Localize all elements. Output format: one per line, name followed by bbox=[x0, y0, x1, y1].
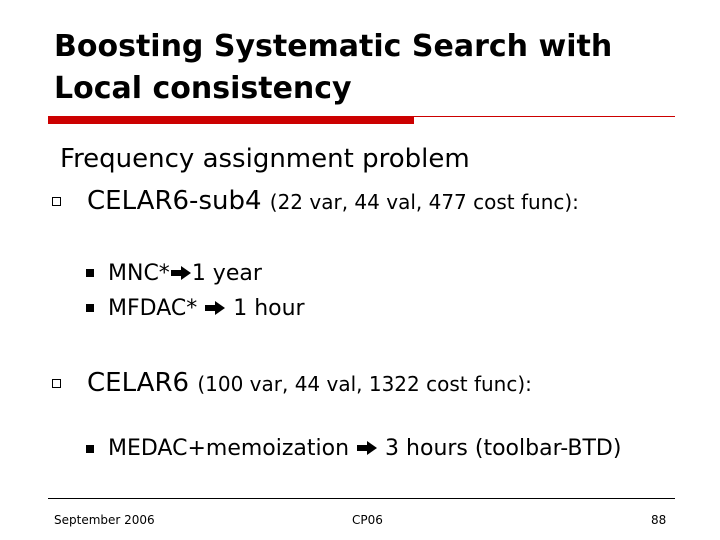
sub-bullet-2-1-after: 3 hours (toolbar-BTD) bbox=[385, 436, 622, 461]
bullet-2-main: CELAR6 bbox=[87, 368, 190, 398]
footer-date: September 2006 bbox=[54, 513, 155, 527]
sub-bullet-2-1-before: MEDAC+memoization bbox=[108, 436, 350, 461]
square-bullet-icon bbox=[52, 379, 61, 388]
right-arrow-icon bbox=[204, 300, 226, 316]
sub-bullet-1-2-before: MFDAC* bbox=[108, 296, 198, 321]
square-bullet-icon bbox=[52, 197, 61, 206]
bullet-2 bbox=[87, 366, 532, 401]
bullet-2-detail: (100 var, 44 val, 1322 cost func): bbox=[197, 372, 532, 396]
sub-bullet-1-1-after: 1 year bbox=[191, 261, 262, 286]
title-line-1: Boosting Systematic Search with bbox=[54, 29, 613, 64]
filled-square-bullet-icon bbox=[86, 269, 94, 277]
footer-divider bbox=[48, 498, 675, 499]
footer-center: CP06 bbox=[352, 513, 383, 527]
bullet-1 bbox=[87, 184, 579, 219]
page-number: 88 bbox=[651, 513, 667, 527]
right-arrow-icon bbox=[356, 440, 378, 456]
sub-bullet-1-2-after: 1 hour bbox=[233, 296, 305, 321]
title-line-2: Local consistency bbox=[54, 71, 352, 106]
title-underline-line bbox=[414, 116, 675, 117]
filled-square-bullet-icon bbox=[86, 445, 94, 453]
sub-bullet-1-2 bbox=[108, 295, 305, 323]
bullet-1-main: CELAR6-sub4 bbox=[87, 186, 262, 216]
bullet-1-detail: (22 var, 44 val, 477 cost func): bbox=[269, 190, 579, 214]
sub-bullet-1-1-before: MNC* bbox=[108, 261, 170, 286]
intro-text: Frequency assignment problem bbox=[60, 144, 470, 174]
filled-square-bullet-icon bbox=[86, 304, 94, 312]
slide-title bbox=[54, 26, 674, 110]
title-underline bbox=[48, 116, 675, 125]
sub-bullet-1-1 bbox=[108, 260, 262, 288]
sub-bullet-2-1 bbox=[108, 435, 621, 463]
title-underline-bar bbox=[48, 116, 414, 124]
right-arrow-icon bbox=[170, 265, 192, 281]
